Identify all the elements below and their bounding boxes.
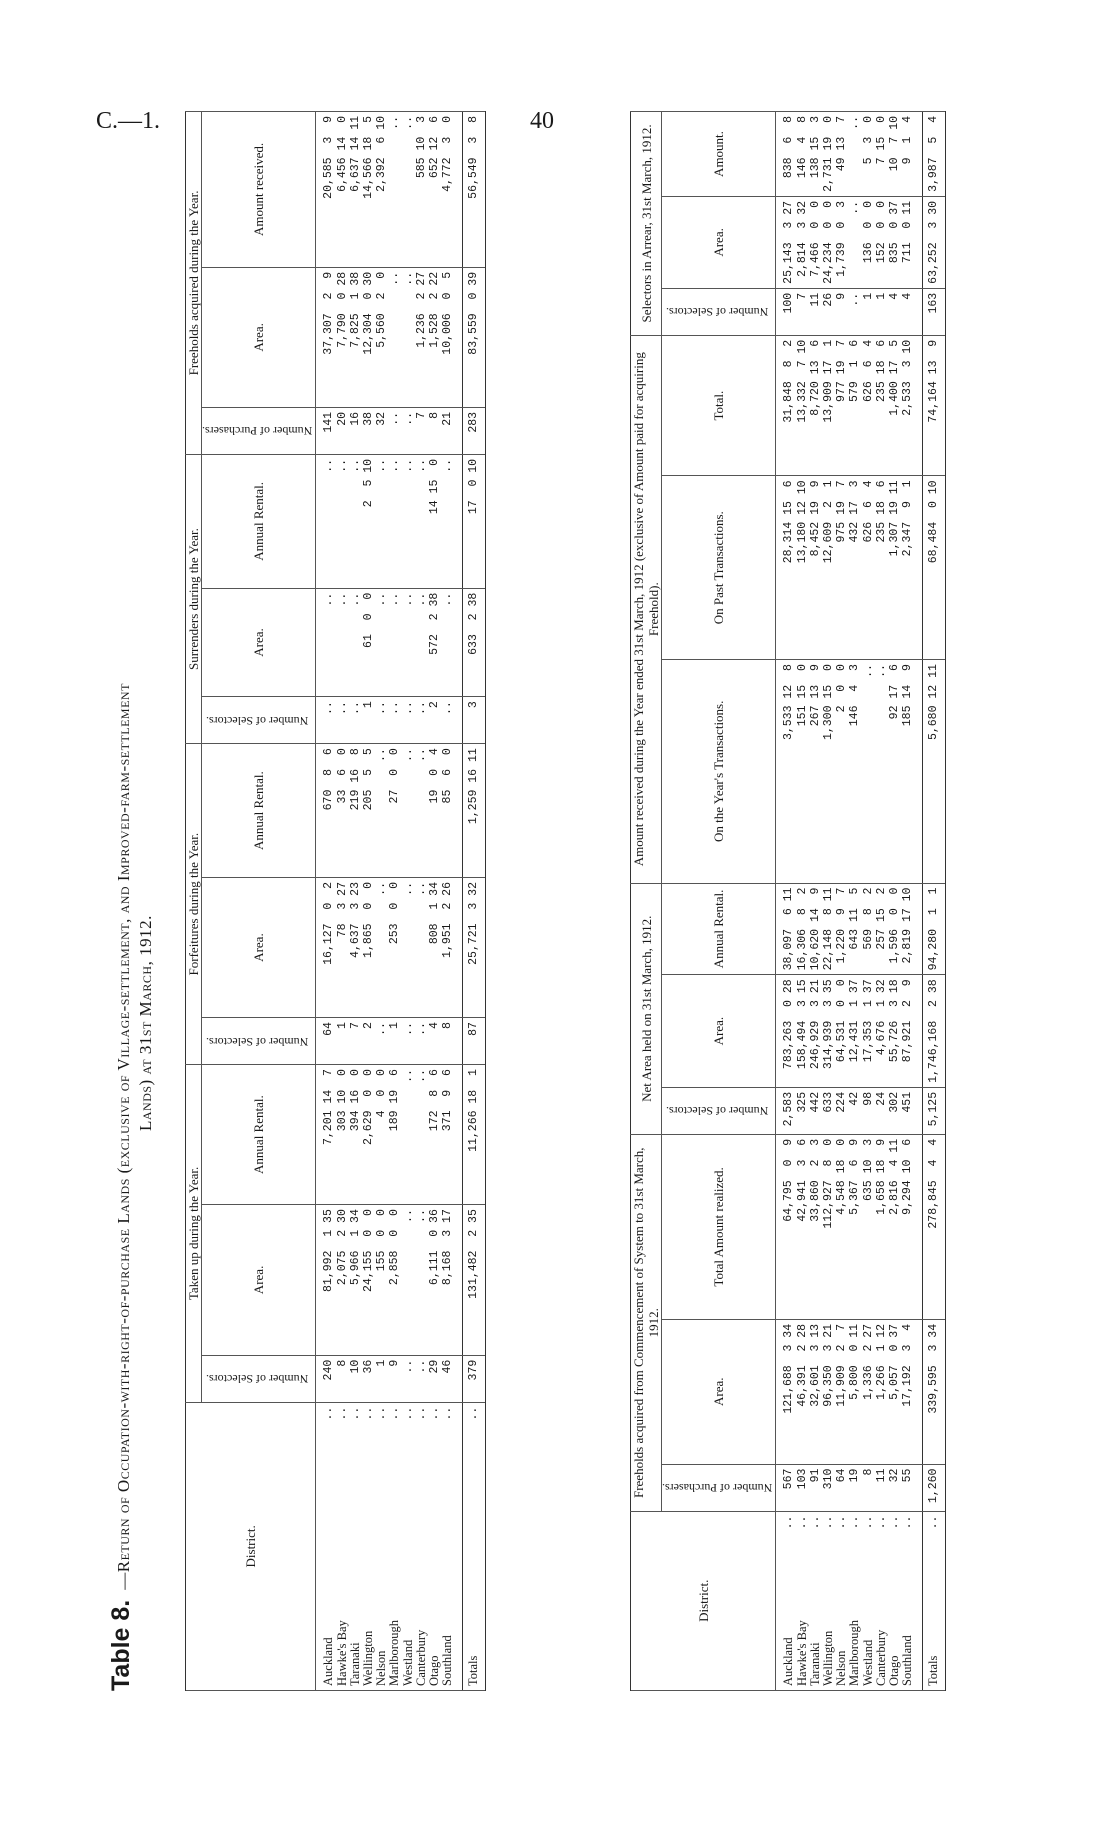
taken-rental-values: 7,201 14 7 303 10 0 394 16 0 2,629 0 0 4 0 0 189 19 6 .. .. 172 8 6 371 9 6	[316, 1065, 463, 1205]
col-surrender-selectors: Number of Selectors.	[206, 713, 309, 728]
totals-leader-2: ..	[923, 1511, 945, 1552]
total-taken-rental: 11,266 18 1	[463, 1065, 485, 1205]
series-reference: C.—1.	[96, 108, 161, 134]
total-taken-area: 131,482 2 35	[463, 1205, 485, 1356]
total-forfeit-rental: 1,259 16 11	[463, 744, 485, 878]
total-net-selectors: 5,125	[923, 1087, 945, 1134]
table-title-line1: —Return of Occupation-with-right-of-purchase Lands (exclusive of Village-settlement, and Improved-farm-settlement	[114, 683, 133, 1590]
group-surrenders: Surrenders during the Year.	[186, 454, 202, 743]
district-names: Auckland Hawke's Bay Taranaki Wellington Nelson Marlborough Westland Canterbury Otago Southland	[316, 1469, 463, 1691]
total-past-transactions: 68,484 0 10	[923, 476, 945, 660]
table-district-activity	[185, 111, 486, 1691]
group-taken-up: Taken up during the Year.	[186, 1065, 202, 1403]
group-net-area: Net Area held on 31st March, 1912.	[631, 883, 662, 1134]
surrender-rental-values: .. .. .. 2 5 10 .. .. .. .. 14 15 0 ..	[316, 454, 463, 588]
total-forfeit-area: 25,721 3 32	[463, 878, 485, 1018]
fh-area-values: 121,688 3 34 46,391 2 28 32,601 3 13 96,350 3 21 11,909 2 7 5,800 0 11 1,336 2 27 1,266 1 12 5,057 0 37 17,192 3 4	[776, 1319, 923, 1464]
total-years-transactions: 5,680 12 11	[923, 660, 945, 883]
total-freehold-area: 83,559 0 39	[463, 267, 485, 407]
col-freehold-amount: Amount received.	[202, 112, 316, 268]
total-taken-selectors: 379	[463, 1355, 485, 1402]
col-taken-selectors: Number of Selectors.	[206, 1372, 309, 1387]
forfeit-rental-values: 670 8 6 33 6 0 219 16 8 205 5 5 .. 27 0 0 .. .. 19 0 4 85 6 0	[316, 744, 463, 878]
group-freehold-total: Freeholds acquired from Commencement of System to 31st March, 1912.	[631, 1134, 662, 1511]
col-district: District.	[186, 1402, 316, 1690]
district-leaders: .. .. .. .. .. .. .. .. .. ..	[316, 1402, 463, 1468]
group-freeholds: Freeholds acquired during the Year.	[186, 112, 202, 455]
col-fh-purchasers: Number of Purchasers.	[662, 1481, 773, 1496]
forfeit-area-values: 16,127 0 2 78 3 27 4,637 3 23 1,865 0 0 .. 253 0 0 .. .. 808 1 34 1,951 2 26	[316, 878, 463, 1018]
col-surrender-area: Area.	[202, 588, 316, 696]
col-forfeit-selectors: Number of Selectors.	[206, 1034, 309, 1049]
col-taken-rental: Annual Rental.	[202, 1065, 316, 1205]
table-row	[316, 112, 463, 1691]
arrear-area-values: 25,143 3 27 2,814 3 32 7,466 0 0 24,234 0 0 1,739 0 3 .. 136 0 0 152 0 0 835 0 37 711 0 11	[776, 196, 923, 288]
totals-leader: ..	[463, 1402, 485, 1468]
years-transactions-values: 3,533 12 8 151 15 0 267 13 9 1,300 15 0 2 0 0 146 4 3 .. .. 92 17 6 185 14 9	[776, 660, 923, 883]
total-received-values: 31,848 8 2 13,332 7 10 8,720 13 6 13,909 17 1 977 19 7 579 1 6 626 6 4 235 18 6 1,400 17 5 2,533 3 10	[776, 335, 923, 476]
table-title-line2: Lands) at 31st March, 1912.	[136, 915, 155, 1131]
col-surrender-rental: Annual Rental.	[202, 454, 316, 588]
table-label: Table 8.	[107, 1599, 135, 1691]
total-net-area: 1,746,168 2 38	[923, 975, 945, 1088]
col-fh-area: Area.	[662, 1319, 776, 1464]
col-net-selectors: Number of Selectors.	[666, 1104, 769, 1119]
col-freehold-area: Area.	[202, 267, 316, 407]
surrender-selectors-values: .. .. .. 1 .. .. .. .. 2 ..	[316, 697, 463, 744]
col-district-2: District.	[631, 1511, 776, 1690]
total-total-received: 74,164 13 9	[923, 335, 945, 476]
col-arrear-area: Area.	[662, 196, 776, 288]
total-freehold-amount: 56,549 3 8	[463, 112, 485, 268]
net-rental-values: 38,097 6 11 16,306 8 2 10,620 14 9 22,148 8 11 1,220 9 7 643 11 5 569 8 2 257 15 2 1,596 0 0 2,819 17 10	[776, 883, 923, 975]
net-selectors-values: 2,583 325 442 633 224 42 98 24 302 451	[776, 1087, 923, 1134]
fh-total-values: 64,795 0 9 42,941 3 6 33,860 2 3 112,927 8 0 4,548 18 0 5,367 6 9 635 10 3 1,658 18 9 2,816 4 11 9,294 10 6	[776, 1134, 923, 1319]
total-arrear-area: 63,252 3 30	[923, 196, 945, 288]
totals-row	[463, 112, 485, 1691]
col-total-received: Total.	[662, 335, 776, 476]
fh-purchasers-values: 567 103 91 310 64 19 8 11 32 55	[776, 1464, 923, 1511]
col-taken-area: Area.	[202, 1205, 316, 1356]
totals-label-2: Totals	[923, 1552, 945, 1690]
total-surrender-area: 633 2 38	[463, 588, 485, 696]
surrender-area-values: .. .. .. 61 0 0 .. .. .. .. 572 2 38 ..	[316, 588, 463, 696]
table-row	[776, 112, 923, 1691]
total-freehold-purchasers: 283	[463, 407, 485, 454]
group-amount-received: Amount received during the Year ended 31st March, 1912 (exclusive of Amount paid for acquiring Freehold).	[631, 335, 662, 883]
total-arrear-amount: 3,987 5 4	[923, 112, 945, 197]
arrear-amount-values: 838 6 8 146 4 8 138 15 3 2,731 19 0 49 13 7 .. 5 3 0 7 15 0 10 7 10 9 1 4	[776, 112, 923, 197]
total-arrear-selectors: 163	[923, 288, 945, 335]
freehold-area-values: 37,307 2 9 7,790 0 28 7,825 1 38 12,304 0 30 5,560 2 0 .. .. 1,236 2 27 1,528 2 22 10,006 0 5	[316, 267, 463, 407]
district-leaders-2: .. .. .. .. .. .. .. .. .. ..	[776, 1511, 923, 1552]
total-forfeit-selectors: 87	[463, 1018, 485, 1065]
freehold-purchasers-values: 141 20 16 38 32 .. .. 7 8 21	[316, 407, 463, 454]
col-net-area: Area.	[662, 975, 776, 1088]
col-forfeit-rental: Annual Rental.	[202, 744, 316, 878]
taken-selectors-values: 240 8 10 36 1 9 .. .. 29 46	[316, 1355, 463, 1402]
table-cumulative-summary	[630, 111, 946, 1691]
total-fh-purchasers: 1,260	[923, 1464, 945, 1511]
col-arrear-selectors: Number of Selectors.	[666, 305, 769, 320]
net-area-values: 783,263 0 28 158,494 3 15 246,929 3 21 314,939 3 35 64,531 0 0 12,431 1 37 17,353 1 37 4,676 1 32 55,726 3 18 87,921 2 9	[776, 975, 923, 1088]
past-transactions-values: 28,314 15 6 13,180 12 10 8,452 19 9 12,609 2 1 975 19 7 432 17 3 626 6 4 235 18 6 1,307 19 11 2,347 9 1	[776, 476, 923, 660]
page-number: 40	[530, 108, 554, 134]
freehold-amount-values: 20,585 3 9 6,456 14 0 6,637 14 11 14,566 18 5 2,392 6 10 .. .. 585 10 3 652 12 6 4,772 3 0	[316, 112, 463, 268]
district-names-2: Auckland Hawke's Bay Taranaki Wellington Nelson Marlborough Westland Canterbury Otago Southland	[776, 1552, 923, 1690]
total-fh-area: 339,595 3 34	[923, 1319, 945, 1464]
col-forfeit-area: Area.	[202, 878, 316, 1018]
total-fh-total: 278,845 4 4	[923, 1134, 945, 1319]
col-past-transactions: On Past Transactions.	[662, 476, 776, 660]
total-net-rental: 94,280 1 1	[923, 883, 945, 975]
group-arrear: Selectors in Arrear, 31st March, 1912.	[631, 112, 662, 336]
col-arrear-amount: Amount.	[662, 112, 776, 197]
col-net-rental: Annual Rental.	[662, 883, 776, 975]
forfeit-selectors-values: 64 1 7 2 .. 1 .. .. 4 8	[316, 1018, 463, 1065]
arrear-selectors-values: 100 7 11 26 9 .. 1 1 4 4	[776, 288, 923, 335]
taken-area-values: 81,992 1 35 2,075 2 30 5,966 1 34 24,155 0 0 155 0 0 2,858 0 0 .. .. 6,111 0 36 8,168 3 17	[316, 1205, 463, 1356]
group-forfeitures: Forfeitures during the Year.	[186, 744, 202, 1065]
col-fh-total: Total Amount realized.	[662, 1134, 776, 1319]
totals-row-2	[923, 112, 945, 1691]
col-years-transactions: On the Year's Transactions.	[662, 660, 776, 883]
totals-label: Totals	[463, 1469, 485, 1691]
table-title	[107, 191, 157, 1691]
total-surrender-selectors: 3	[463, 697, 485, 744]
total-surrender-rental: 17 0 10	[463, 454, 485, 588]
col-freehold-purchasers: Number of Purchasers.	[202, 424, 313, 439]
